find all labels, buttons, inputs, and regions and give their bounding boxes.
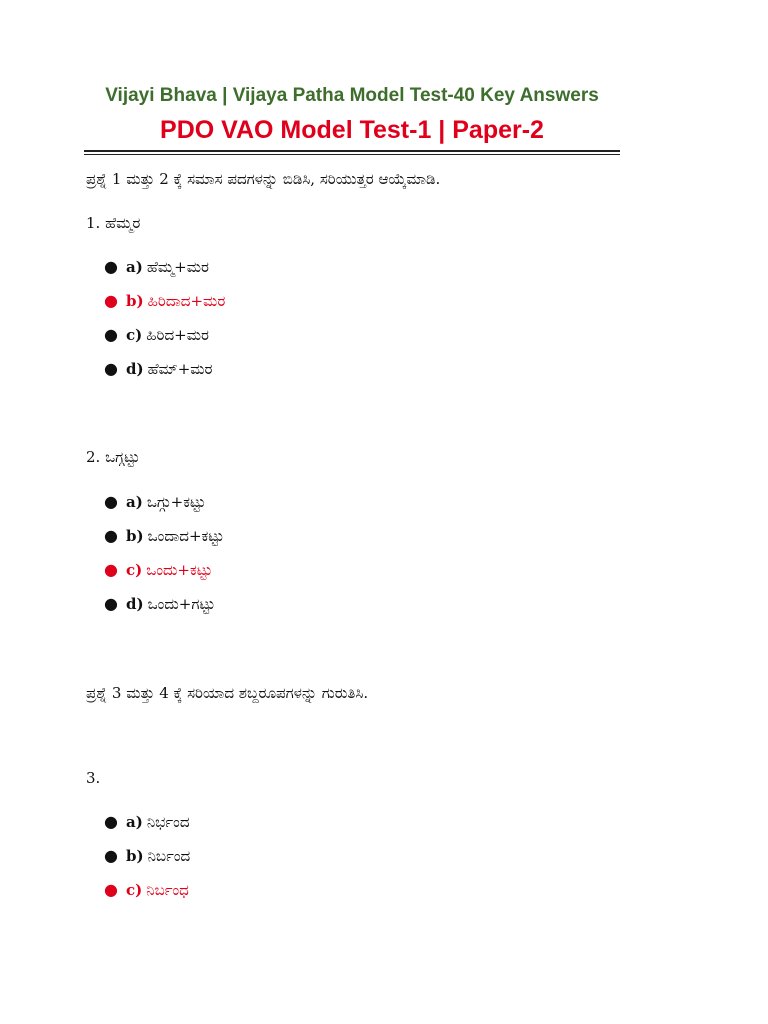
question-2-option-c: ● c) ಒಂದು+ಕಟ್ಟು xyxy=(104,560,213,579)
bullet-icon: ● xyxy=(104,594,118,613)
bullet-icon: ● xyxy=(104,291,118,310)
bullet-icon: ● xyxy=(104,359,118,378)
instruction-q3-q4: ಪ್ರಶ್ನೆ 3 ಮತ್ತು 4 ಕ್ಕೆ ಸರಿಯಾದ ಶಬ್ದರೂಪಗಳನ್ನು ಗುರುತಿಸಿ. xyxy=(86,684,369,702)
question-1-label: 1. ಹೆಮ್ಮರ xyxy=(86,214,141,232)
page-title: PDO VAO Model Test-1 | Paper-2 xyxy=(160,116,544,144)
question-1-option-a: ● a) ಹೆಮ್ಮ+ಮರ xyxy=(104,257,209,276)
bullet-icon: ● xyxy=(104,492,118,511)
question-3-option-c: ● c) ನಿರ್ಬಂಧ xyxy=(104,880,189,899)
question-2-label: 2. ಒಗ್ಗಟ್ಟು xyxy=(86,448,140,466)
bullet-icon: ● xyxy=(104,880,118,899)
question-3-label: 3. xyxy=(86,769,101,787)
title-divider xyxy=(84,150,620,155)
instruction-q1-q2: ಪ್ರಶ್ನೆ 1 ಮತ್ತು 2 ಕ್ಕೆ ಸಮಾಸ ಪದಗಳನ್ನು ಬಿಡಿಸಿ, ಸರಿಯುತ್ತರ ಆಯ್ಕೆಮಾಡಿ. xyxy=(86,170,441,188)
question-1-option-b: ● b) ಹಿರಿದಾದ+ಮರ xyxy=(104,291,226,310)
question-2-option-b: ● b) ಒಂದಾದ+ಕಟ್ಟು xyxy=(104,526,224,545)
bullet-icon: ● xyxy=(104,560,118,579)
question-3-option-a: ● a) ನಿರ್ಭಂದ xyxy=(104,812,190,831)
bullet-icon: ● xyxy=(104,812,118,831)
bullet-icon: ● xyxy=(104,526,118,545)
question-1-option-c: ● c) ಹಿರಿದ+ಮರ xyxy=(104,325,209,344)
question-2-option-a: ● a) ಒಗ್ಗು+ಕಟ್ಟು xyxy=(104,492,206,511)
page-subtitle: Vijayi Bhava | Vijaya Patha Model Test-40 Key Answers xyxy=(105,85,599,106)
bullet-icon: ● xyxy=(104,325,118,344)
question-2-option-d: ● d) ಒಂದು+ಗಟ್ಟು xyxy=(104,594,216,613)
bullet-icon: ● xyxy=(104,257,118,276)
question-1-option-d: ● d) ಹೆಮ್+ಮರ xyxy=(104,359,213,378)
bullet-icon: ● xyxy=(104,846,118,865)
question-3-option-b: ● b) ನಿರ್ಬಂದ xyxy=(104,846,191,865)
